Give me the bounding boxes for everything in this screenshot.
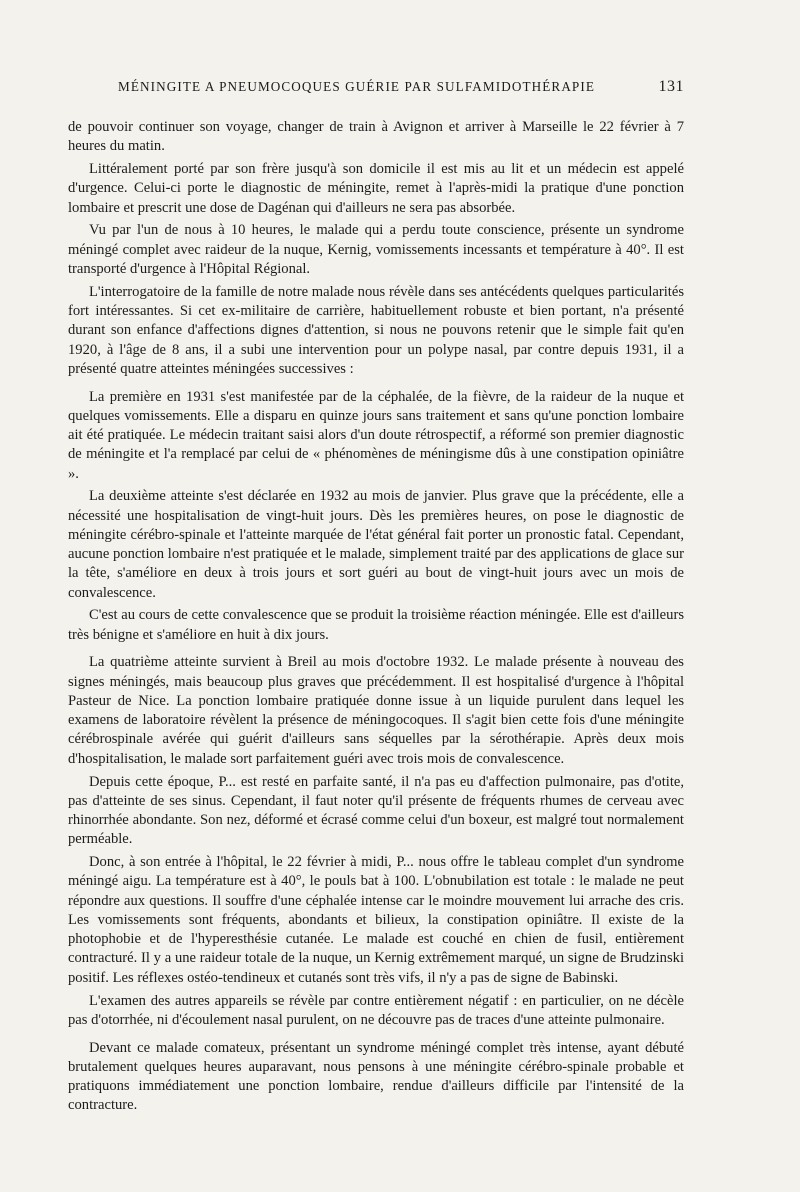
paragraph: Vu par l'un de nous à 10 heures, le malade qui a perdu toute conscience, présente un syndrome méningé complet avec raideur de la nuque, Kernig, vomissements incessants et température à 40°. Il est transporté d'urgence à l'Hôpital Régional. bbox=[68, 222, 684, 277]
paragraph: Donc, à son entrée à l'hôpital, le 22 février à midi, P... nous offre le tableau complet d'un syndrome méningé aigu. La température est à 40°, le pouls bat à 100. L'obnubilation est totale : le malade ne peut répondre aux questions. Il souffre d'une céphalée intense car le moindre mouvement lui arrache des cris. Les vomissements sont fréquents, abondants et bilieux, la constipation opiniâtre. Il existe de la photophobie et de l'hyperesthésie cutanée. Le malade est couché en chien de fusil, entièrement contracturé. Il y a une raideur totale de la nuque, un Kernig extrêmement marqué, un signe de Brudzinski positif. Les réflexes ostéo-tendineux et cutanés sont très vifs, il n'y a pas de signe de Babinski. bbox=[68, 854, 684, 986]
running-header bbox=[118, 78, 684, 96]
paragraph: Devant ce malade comateux, présentant un syndrome méningé complet très intense, ayant débuté brutalement quelques heures auparavant, nous pensons à une méningite cérébro-spinale probable et pratiquons immédiatement une ponction lombaire, rendue d'ailleurs difficile par l'intensité de la contracture. bbox=[68, 1039, 684, 1114]
paragraph: La première en 1931 s'est manifestée par de la céphalée, de la fièvre, de la raideur de la nuque et quelques vomissements. Elle a disparu en quinze jours sans traitement et sans qu'une ponction lombaire ait été pratiquée. Le médecin traitant saisi alors d'un doute rétrospectif, a réformé son premier diagnostic de méningite et l'a remplacé par celui de « phénomènes de méningisme dûs à une constipation opiniâtre ». bbox=[68, 388, 684, 482]
running-title: MÉNINGITE A PNEUMOCOQUES GUÉRIE PAR SULFAMIDOTHÉRAPIE bbox=[118, 79, 596, 94]
paragraph: La deuxième atteinte s'est déclarée en 1932 au mois de janvier. Plus grave que la précédente, elle a nécessité une hospitalisation de vingt-huit jours. Dès les premières heures, on pose le diagnostic de méningite cérébro-spinale et l'atteinte marquée de l'état général fait porter un pronostic fatal. Cependant, aucune ponction lombaire n'est pratiquée et le malade, simplement traité par des applications de glace sur la tête, s'améliore en deux à trois jours et sort guéri au bout de vingt-huit jours avec un mois de convalescence. bbox=[68, 488, 684, 601]
paragraph: L'examen des autres appareils se révèle par contre entièrement négatif : en particulier, on ne décèle pas d'otorrhée, ni d'écoulement nasal purulent, on ne découvre pas de traces d'une atteinte pulmonaire. bbox=[68, 992, 684, 1028]
paragraph: de pouvoir continuer son voyage, changer de train à Avignon et arriver à Marseille le 22 février à 7 heures du matin. bbox=[68, 119, 684, 155]
paragraph: La quatrième atteinte survient à Breil au mois d'octobre 1932. Le malade présente à nouveau des signes méningés, mais beaucoup plus graves que précédemment. Il est hospitalisé d'urgence à l'hôpital Pasteur de Nice. La ponction lombaire pratiquée donne issue à un liquide purulent dans lequel les examens de laboratoire révèlent la présence de méningocoques. Il s'agit bien cette fois d'une méningite cérébrospinale avérée qui guérit d'ailleurs sans séquelles par la sérothérapie. Après deux mois d'hospitalisation, le malade sort parfaitement guéri avec trois mois de convalescence. bbox=[68, 654, 684, 767]
page-number: 131 bbox=[658, 78, 684, 95]
paragraph: Littéralement porté par son frère jusqu'à son domicile il est mis au lit et un médecin est appelé d'urgence. Celui-ci porte le diagnostic de méningite, remet à l'après-midi la pratique d'une ponction lombaire et prescrit une dose de Dagénan qui d'ailleurs ne sera pas absorbée. bbox=[68, 161, 684, 216]
paragraph: L'interrogatoire de la famille de notre malade nous révèle dans ses antécédents quelques particularités fort intéressantes. Si cet ex-militaire de carrière, habituellement robuste et bien portant, n'a présenté durant son enfance d'affections dignes d'attention, si nous ne pouvons retenir que le simple fait qu'en 1920, à l'âge de 8 ans, il a subi une intervention pour un polype nasal, par contre depuis 1931, il a présenté quatre atteintes méningées successives : bbox=[68, 283, 684, 377]
paragraph: C'est au cours de cette convalescence que se produit la troisième réaction méningée. Elle est d'ailleurs très bénigne et s'améliore en huit à dix jours. bbox=[68, 607, 684, 643]
paragraph: Depuis cette époque, P... est resté en parfaite santé, il n'a pas eu d'affection pulmonaire, pas d'otite, pas d'atteinte de ses sinus. Cependant, il faut noter qu'il présente de fréquents rhumes de cerveau avec rhinorrhée abondante. Son nez, déformé et écrasé comme celui d'un boxeur, est malgré tout normalement perméable. bbox=[68, 773, 684, 848]
body-text bbox=[68, 118, 684, 1119]
